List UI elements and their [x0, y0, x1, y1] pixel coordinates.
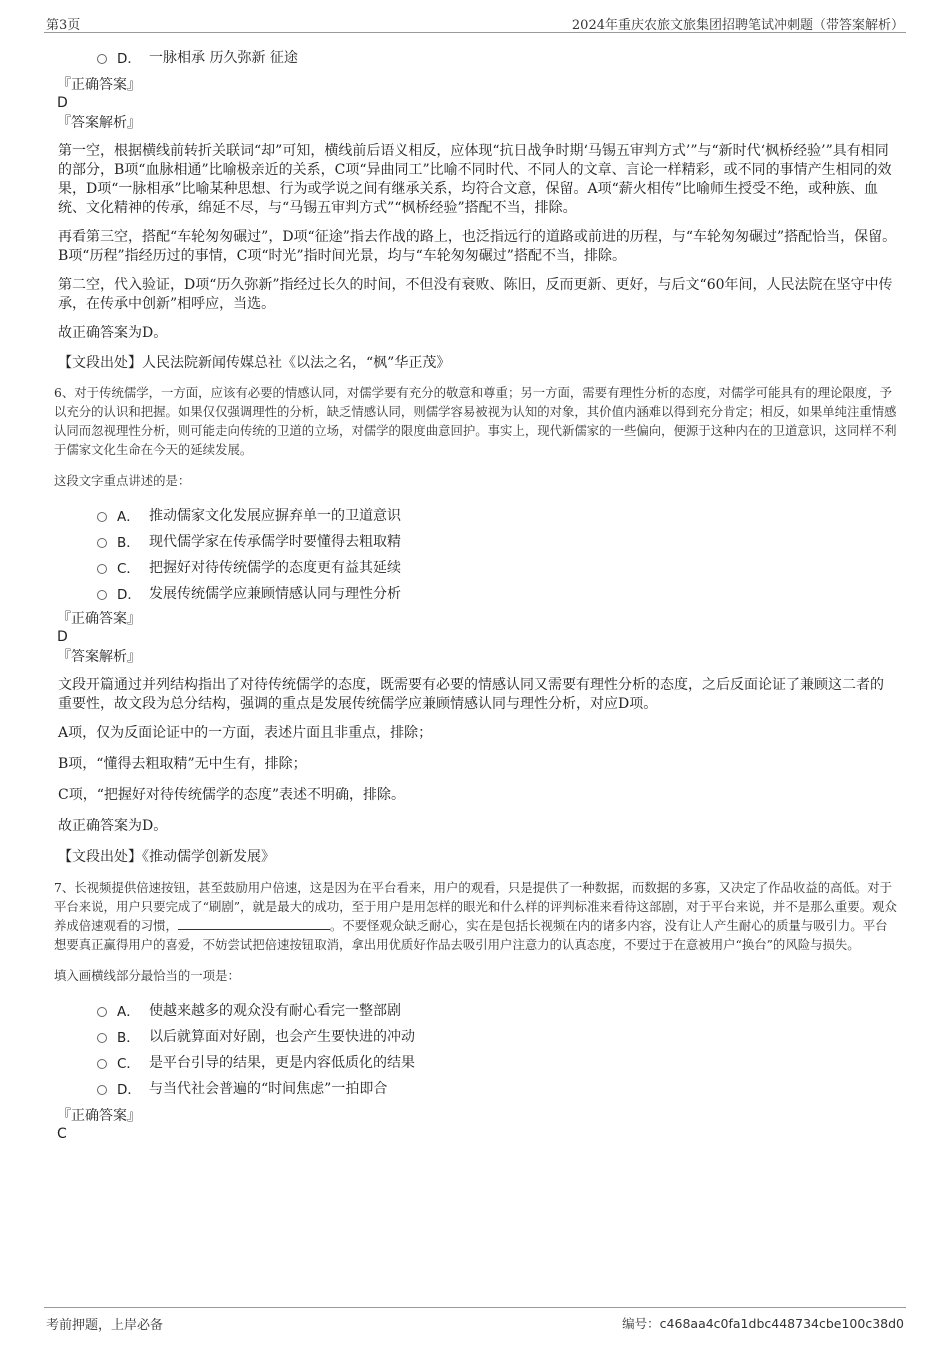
option-letter: C．: [117, 1055, 140, 1072]
q5-analysis-p3: 第二空，代入验证，D项“历久弥新”指经过长久的时间，不但没有衰败、陈旧，反而更新、更好，与后文“60年间，人民法院在坚守中传承，在传承中创新”相呼应，当选。: [58, 277, 893, 312]
q6-analysis-label: 『答案解析』: [57, 648, 141, 665]
option-text: 把握好对待传统儒学的态度更有益其延续: [149, 559, 401, 576]
radio-icon[interactable]: [97, 1085, 107, 1095]
q6-answer-label: 『正确答案』: [57, 610, 141, 627]
q6-option-d[interactable]: [97, 580, 897, 606]
option-letter: A．: [117, 1003, 140, 1020]
page-header: [44, 10, 906, 33]
document-title: 2024年重庆农旅文旅集团招聘笔试冲刺题（带答案解析）: [571, 18, 904, 33]
q6-option-b[interactable]: [97, 528, 897, 554]
q7-stem: 填入画横线部分最恰当的一项是：: [54, 968, 240, 984]
option-text: 以后就算面对好剧，也会产生要快进的冲动: [149, 1028, 415, 1045]
fill-in-blank: [178, 917, 330, 930]
q5-analysis-p4: 故正确答案为D。: [58, 325, 168, 341]
option-letter: D．: [117, 586, 141, 603]
q5-analysis-p2: 再看第三空，搭配“车轮匆匆碾过”，D项“征途”指去作战的路上，也泛指远行的道路或前进的历程，与“车轮匆匆碾过”搭配恰当，保留。B项“历程”指经历过的事情，C项“时光”指时间光景，均与“车轮匆匆碾过”搭配不当，排除。: [58, 229, 897, 264]
q7-answer-label: 『正确答案』: [57, 1107, 141, 1124]
q6-analysis-p1: 文段开篇通过并列结构指出了对待传统儒学的态度，既需要有必要的情感认同又需要有理性分析的态度，之后反面论证了兼顾这二者的重要性，故文段为总分结构，强调的重点是发展传统儒学应兼顾情感认同与理性分析，对应D项。: [58, 676, 884, 712]
q6-source: 【文段出处】《推动儒学创新发展》: [58, 848, 275, 865]
page-footer: [44, 1307, 906, 1334]
option-text: 现代儒学家在传承儒学时要懂得去粗取精: [149, 533, 401, 550]
option-text: 使越来越多的观众没有耐心看完一整部剧: [149, 1002, 401, 1019]
q6-stem: 这段文字重点讲述的是：: [54, 473, 191, 489]
option-text: 推动儒家文化发展应摒弃单一的卫道意识: [149, 507, 401, 524]
q7-text: [54, 878, 897, 954]
option-letter: D．: [117, 1081, 141, 1098]
option-text: 一脉相承 历久弥新 征途: [149, 50, 298, 66]
footer-code: 编号：c468aa4c0fa1dbc448734cbe100c38d0: [622, 1316, 904, 1331]
q6-answer: D: [57, 628, 68, 645]
radio-icon[interactable]: [97, 538, 107, 548]
radio-icon[interactable]: [97, 1059, 107, 1069]
option-letter: A．: [117, 508, 140, 525]
option-letter: B．: [117, 1029, 140, 1046]
option-text: 与当代社会普遍的“时间焦虑”一拍即合: [149, 1080, 388, 1097]
radio-icon[interactable]: [97, 1007, 107, 1017]
option-text: 发展传统儒学应兼顾情感认同与理性分析: [149, 585, 401, 602]
q6-option-a[interactable]: [97, 502, 897, 528]
q7-option-a[interactable]: [97, 997, 897, 1023]
page-content: [54, 44, 897, 1143]
q6-analysis-p5: 故正确答案为D。: [58, 817, 168, 834]
q7-options: [57, 997, 897, 1101]
q7-option-c[interactable]: [97, 1049, 897, 1075]
q5-option-d[interactable]: [97, 44, 897, 70]
radio-icon[interactable]: [97, 54, 107, 64]
radio-icon[interactable]: [97, 512, 107, 522]
option-text: 是平台引导的结果，更是内容低质化的结果: [149, 1054, 415, 1071]
q5-analysis-label: 『答案解析』: [57, 115, 141, 131]
q7-option-d[interactable]: [97, 1075, 897, 1101]
q7-text-before: 7、长视频提供倍速按钮，甚至鼓励用户倍速，这是因为在平台看来，用户的观看，只是提供了一种数据，而数据的多寡，又决定了作品收益的高低。对于平台来说，用户只要完成了“刷剧”，就是最大的成功，至于用户是用怎样的眼光和什么样的评判标准来看待这部剧，对于平台来说，并不是那么重要。观众养成倍速观看的习惯，: [54, 879, 897, 933]
q5-source: 【文段出处】人民法院新闻传媒总社《以法之名，“枫”华正茂》: [58, 355, 451, 371]
radio-icon[interactable]: [97, 590, 107, 600]
q6-analysis-p2: A项，仅为反面论证中的一方面，表述片面且非重点，排除；: [58, 724, 433, 741]
q6-text: 6、对于传统儒学，一方面，应该有必要的情感认同，对儒学要有充分的敬意和尊重；另一方面，需要有理性分析的态度，对儒学可能具有的理论限度，予以充分的认识和把握。如果仅仅强调理性的分析，缺乏情感认同，则儒学容易被视为认知的对象，其价值内涵难以得到充分肯定；相反，如果单纯注重情感认同而忽视理性分析，则可能走向传统的卫道的立场，对儒学的限度曲意回护。事实上，现代新儒家的一些偏向，便源于这种内在的卫道意识，这同样不利于儒家文化生命在今天的延续发展。: [54, 385, 897, 457]
q6-analysis-p3: B项，“懂得去粗取精”无中生有，排除；: [58, 755, 307, 772]
footer-slogan: 考前押题，上岸必备: [46, 1318, 164, 1333]
option-letter: B．: [117, 534, 140, 551]
q7-option-b[interactable]: [97, 1023, 897, 1049]
q7-answer: C: [57, 1125, 67, 1142]
q6-analysis-p4: C项，“把握好对待传统儒学的态度”表述不明确，排除。: [58, 786, 406, 803]
q5-answer: D: [57, 95, 68, 111]
q6-option-c[interactable]: [97, 554, 897, 580]
page-number: 第3页: [46, 18, 81, 33]
radio-icon[interactable]: [97, 564, 107, 574]
q5-answer-label: 『正确答案』: [57, 77, 141, 93]
q5-analysis-p1: 第一空，根据横线前转折关联词“却”可知，横线前后语义相反，应体现“抗日战争时期‘马锡五审判方式’”与“新时代‘枫桥经验’”具有相同的部分，B项“血脉相通”比喻极亲近的关系，C项“异曲同工”比喻不同时代、不同人的文章、言论一样精彩，或不同的事情产生相同的效果，D项“一脉相承”比喻某种思想、行为或学说之间有继承关系，均符合文意，保留。A项“薪火相传”比喻师生授受不绝，或种族、血统、文化精神的传承，绵延不尽，与“马锡五审判方式”“枫桥经验”搭配不当，排除。: [58, 143, 892, 216]
q7-text-after: 。不要怪观众缺乏耐心，实在是包括长视频在内的诸多内容，没有让人产生耐心的质量与吸引力。平台想要真正赢得用户的喜爱，不妨尝试把倍速按钮取消，拿出用优质好作品去吸引用户注意力的认真态度，不要过于在意被用户“换台”的风险与损失。: [54, 917, 888, 952]
radio-icon[interactable]: [97, 1033, 107, 1043]
option-letter: C．: [117, 560, 140, 577]
option-letter: D．: [117, 51, 141, 67]
q6-options: [57, 502, 897, 606]
